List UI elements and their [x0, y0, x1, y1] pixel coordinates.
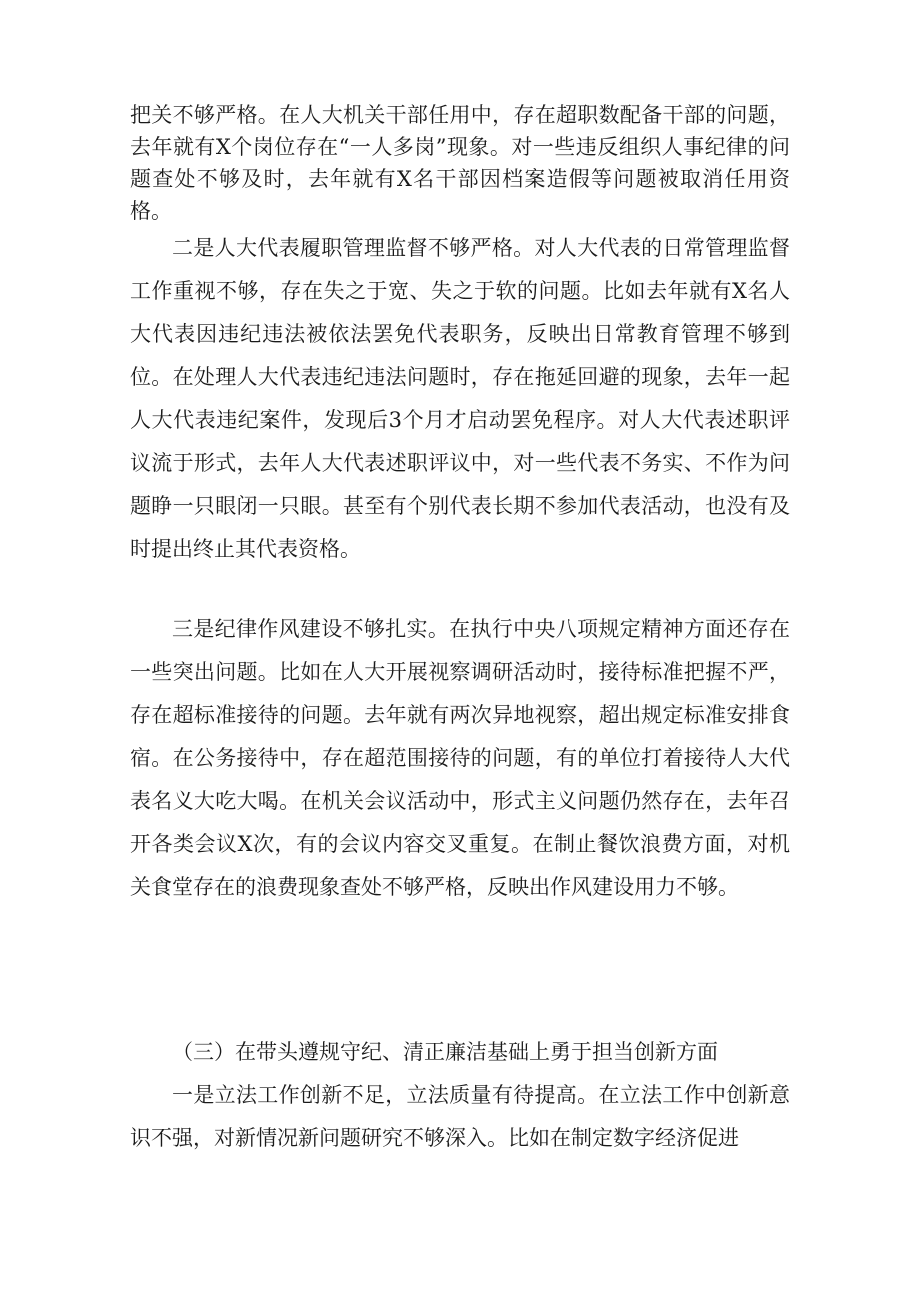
paragraph-legislation-innovation: 一是立法工作创新不足，立法质量有待提高。在立法工作中创新意识不强，对新情况新问题研究不够深入。比如在制定数字经济促进: [130, 1083, 790, 1150]
section-heading: （三）在带头遵规守纪、清正廉洁基础上勇于担当创新方面: [172, 1040, 718, 1064]
paragraph-work-style: 三是纪律作风建设不够扎实。在执行中央八项规定精神方面还存在一些突出问题。比如在人大开展视察调研活动时，接待标准把握不严，存在超标准接待的问题。去年就有两次异地视察，超出规定标准安排食宿。在公务接待中，存在超范围接待的问题，有的单位打着接待人大代表名义大吃大喝。在机关会议活动中，形式主义问题仍然存在，去年召开各类会议X次，有的会议内容交叉重复。在制止餐饮浪费方面，对机关食堂存在的浪费现象查处不够严格，反映出作风建设用力不够。: [130, 617, 790, 899]
paragraph-personnel-discipline: 把关不够严格。在人大机关干部任用中，存在超职数配备干部的问题，去年就有X个岗位存在“一人多岗”现象。对一些违反组织人事纪律的问题查处不够及时，去年就有X名干部因档案造假等问题被取消任用资格。: [130, 103, 790, 223]
paragraph-deputy-supervision: 二是人大代表履职管理监督不够严格。对人大代表的日常管理监督工作重视不够，存在失之于宽、失之于软的问题。比如去年就有X名人大代表因违纪违法被依法罢免代表职务，反映出日常教育管理不够到位。在处理人大代表违纪违法问题时，存在拖延回避的现象，去年一起人大代表违纪案件，发现后3个月才启动罢免程序。对人大代表述职评议流于形式，去年人大代表述职评议中，对一些代表不务实、不作为问题睁一只眼闭一只眼。甚至有个别代表长期不参加代表活动，也没有及时提出终止其代表资格。: [130, 236, 790, 561]
